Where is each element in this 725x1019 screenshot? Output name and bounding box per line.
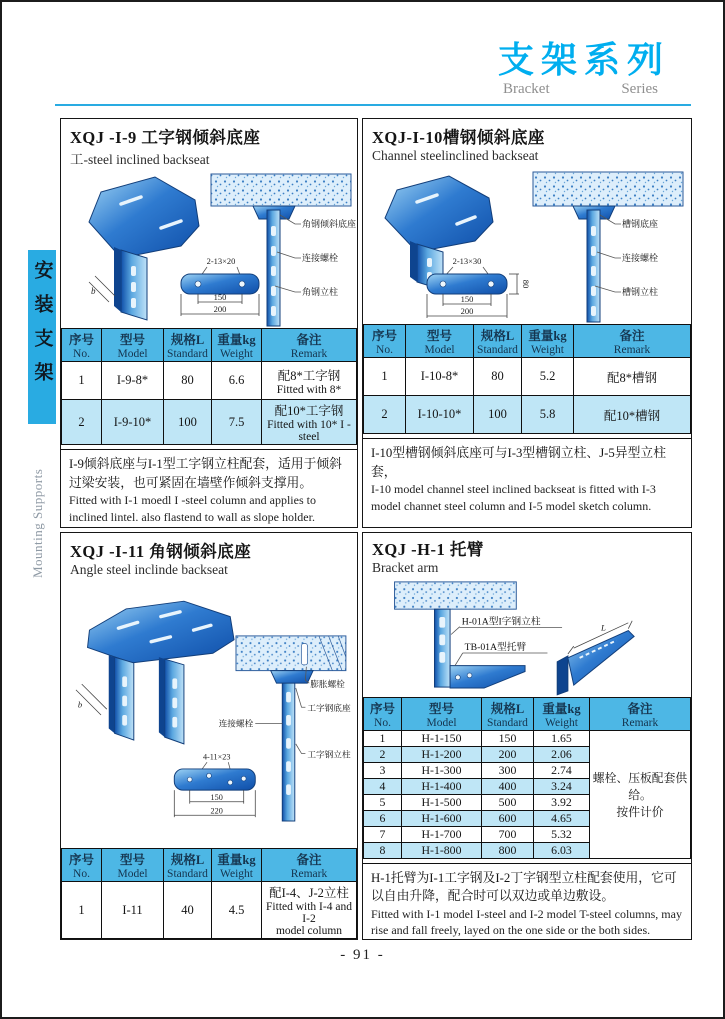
label-connecting-bolt: 连接螺栓 bbox=[218, 718, 254, 729]
cell-remark: 配I-4、J-2立柱 Fitted with I-4 and I-2 model column bbox=[262, 882, 357, 939]
iso-arm bbox=[557, 621, 634, 695]
cell-standard: 200 bbox=[482, 746, 534, 762]
dim-bolt-holes: 2-13×20 bbox=[206, 256, 236, 266]
cell-no: 5 bbox=[364, 794, 402, 810]
mounted-assembly bbox=[533, 172, 683, 322]
table-header-row bbox=[62, 329, 357, 362]
dim-outer: 220 bbox=[210, 806, 223, 816]
col-standard: 规格L Standard bbox=[482, 697, 534, 730]
spec-table-h1 bbox=[363, 697, 691, 859]
col-no: 序号 No. bbox=[62, 849, 102, 882]
note-cn: I-9倾斜底座与I-1型工字钢立柱配套，适用于倾斜过梁安装，也可紧固在墙壁作倾斜支撑用。 bbox=[69, 457, 342, 490]
cell-standard: 80 bbox=[164, 362, 212, 400]
label-connecting-bolt: 连接螺栓 bbox=[622, 253, 659, 263]
section-title-en: 工-steel inclined backseat bbox=[70, 152, 210, 167]
cell-model: H-1-300 bbox=[402, 762, 482, 778]
cell-no: 2 bbox=[364, 746, 402, 762]
cell-standard: 40 bbox=[164, 882, 212, 939]
table-header-row bbox=[62, 849, 357, 882]
cell-model: I-10-10* bbox=[406, 396, 474, 434]
table-row bbox=[62, 400, 357, 445]
section-title-cn: XQJ -H-1 托臂 bbox=[372, 540, 484, 559]
iso-bracket bbox=[89, 177, 199, 320]
label-expansion-bolt: 膨胀螺栓 bbox=[310, 679, 345, 690]
content-grid bbox=[60, 118, 692, 940]
section-xqj-i-10 bbox=[362, 118, 692, 528]
cell-weight: 7.5 bbox=[212, 400, 262, 445]
label-column: 槽钢立柱 bbox=[622, 287, 659, 297]
col-model: 型号 Model bbox=[102, 329, 164, 362]
cell-model: H-1-700 bbox=[402, 826, 482, 842]
cell-remark: 配8*槽钢 bbox=[574, 358, 691, 396]
cell-model: H-1-200 bbox=[402, 746, 482, 762]
page-title: 支架系列 bbox=[497, 39, 670, 80]
col-standard: 规格L Standard bbox=[164, 849, 212, 882]
note-cn: I-10型槽钢倾斜底座可与I-3型槽钢立柱、J-5异型立柱套， bbox=[371, 446, 667, 479]
table-row bbox=[62, 882, 357, 939]
spec-table-i11 bbox=[61, 848, 357, 939]
label-backseat: 工字钢底座 bbox=[307, 703, 351, 714]
col-remark: 备注 Remark bbox=[262, 329, 357, 362]
col-weight: 重量kg Weight bbox=[534, 697, 590, 730]
cell-weight: 3.24 bbox=[534, 778, 590, 794]
note-en: I-10 model channel steel inclined backseat is fitted with I-3 model channet steel column and I-5 model sketch column. bbox=[371, 482, 656, 513]
cell-standard: 100 bbox=[474, 396, 522, 434]
cell-weight: 5.32 bbox=[534, 826, 590, 842]
label-column: 角钢立柱 bbox=[302, 287, 339, 297]
cell-weight: 6.6 bbox=[212, 362, 262, 400]
cell-model: H-1-600 bbox=[402, 810, 482, 826]
cell-weight: 5.8 bbox=[522, 396, 574, 434]
subtitle-bracket: Bracket bbox=[502, 81, 550, 97]
cell-no: 4 bbox=[364, 778, 402, 794]
section-title-cn: XQJ -I-11 角钢倾斜底座 bbox=[70, 542, 252, 561]
cell-weight: 3.92 bbox=[534, 794, 590, 810]
cell-standard: 600 bbox=[482, 810, 534, 826]
cell-weight: 4.5 bbox=[212, 882, 262, 939]
section-title-en: Angle steel inclinde backseat bbox=[70, 562, 228, 577]
cell-weight: 5.2 bbox=[522, 358, 574, 396]
iso-bracket bbox=[76, 601, 234, 744]
dim-inner: 150 bbox=[210, 792, 223, 802]
spec-table-i10 bbox=[363, 324, 691, 434]
cell-weight: 2.06 bbox=[534, 746, 590, 762]
dim-outer: 200 bbox=[460, 306, 474, 316]
cell-standard: 150 bbox=[482, 730, 534, 746]
cell-no: 2 bbox=[62, 400, 102, 445]
cell-remark-merged: 螺栓、压板配套供给。 按件计价 bbox=[590, 730, 691, 858]
cell-model: H-1-400 bbox=[402, 778, 482, 794]
sidebar-tab bbox=[28, 250, 56, 424]
note-en: Fitted with I-1 moedl I -steel column and applies to inclined lintel. also flastend to wall as slope holder. bbox=[69, 493, 316, 524]
header-divider bbox=[55, 104, 691, 106]
dim-outer: 200 bbox=[213, 304, 227, 314]
subtitle-series: Series bbox=[621, 81, 658, 97]
cell-no: 1 bbox=[62, 882, 102, 939]
table-row bbox=[364, 358, 691, 396]
cell-model: H-1-800 bbox=[402, 842, 482, 858]
col-model: 型号 Model bbox=[102, 849, 164, 882]
page-number: - 91 - bbox=[340, 947, 385, 963]
section-note bbox=[363, 438, 691, 527]
dim-bolt-holes: 4-11×23 bbox=[202, 752, 231, 762]
mounted-assembly bbox=[395, 582, 563, 688]
label-arm: TB-01A型托臂 bbox=[464, 642, 527, 654]
label-column: H-01A型I字钢立柱 bbox=[461, 616, 541, 628]
cell-model: I-9-10* bbox=[102, 400, 164, 445]
cell-no: 1 bbox=[364, 730, 402, 746]
spec-table-i9 bbox=[61, 328, 357, 445]
cell-model: I-11 bbox=[102, 882, 164, 939]
col-no: 序号 No. bbox=[364, 697, 402, 730]
table-row bbox=[62, 362, 357, 400]
label-backseat: 槽钢底座 bbox=[622, 219, 659, 229]
section-note bbox=[61, 449, 357, 527]
col-standard: 规格L Standard bbox=[164, 329, 212, 362]
dim-inner: 150 bbox=[213, 292, 227, 302]
mounted-assembly bbox=[211, 174, 356, 326]
dim-b: b bbox=[91, 286, 96, 296]
cell-remark: 配10*工字钢 Fitted with 10* I -steel bbox=[262, 400, 357, 445]
dim-inner: 150 bbox=[460, 294, 474, 304]
cell-model: I-9-8* bbox=[102, 362, 164, 400]
cell-standard: 500 bbox=[482, 794, 534, 810]
cell-model: H-1-150 bbox=[402, 730, 482, 746]
table-header-row bbox=[364, 697, 691, 730]
label-column: 工字钢立柱 bbox=[307, 749, 351, 760]
diagram-i10 bbox=[363, 166, 691, 324]
col-weight: 重量kg Weight bbox=[212, 849, 262, 882]
dim-height: 80 bbox=[521, 279, 531, 289]
section-xqj-i-9 bbox=[60, 118, 358, 528]
cell-standard: 700 bbox=[482, 826, 534, 842]
sidebar-label-cn: 安装支架 bbox=[31, 260, 53, 396]
section-title-cn: XQJ-I-10槽钢倾斜底座 bbox=[372, 128, 545, 147]
col-remark: 备注 Remark bbox=[262, 849, 357, 882]
section-title bbox=[363, 119, 691, 164]
cell-weight: 2.74 bbox=[534, 762, 590, 778]
cross-section bbox=[174, 752, 255, 817]
table-row bbox=[364, 730, 691, 746]
section-xqj-h-1 bbox=[362, 532, 692, 940]
col-weight: 重量kg Weight bbox=[522, 325, 574, 358]
cross-section bbox=[181, 256, 259, 316]
label-connecting-bolt: 连接螺栓 bbox=[302, 253, 339, 263]
cell-no: 8 bbox=[364, 842, 402, 858]
cell-no: 1 bbox=[62, 362, 102, 400]
page-subtitle bbox=[498, 81, 663, 98]
diagram-i11 bbox=[61, 580, 357, 848]
col-model: 型号 Model bbox=[406, 325, 474, 358]
col-model: 型号 Model bbox=[402, 697, 482, 730]
col-no: 序号 No. bbox=[62, 329, 102, 362]
dim-b: b bbox=[77, 699, 83, 710]
page-header bbox=[497, 39, 670, 98]
cell-standard: 400 bbox=[482, 778, 534, 794]
mounted-assembly bbox=[219, 636, 351, 821]
section-title bbox=[61, 119, 357, 168]
cell-standard: 300 bbox=[482, 762, 534, 778]
table-row bbox=[364, 396, 691, 434]
section-title bbox=[61, 533, 357, 578]
col-remark: 备注 Remark bbox=[574, 325, 691, 358]
dim-bolt-holes: 2-13×30 bbox=[452, 256, 482, 266]
col-weight: 重量kg Weight bbox=[212, 329, 262, 362]
diagram-h1 bbox=[363, 578, 691, 697]
section-note bbox=[363, 863, 691, 939]
cell-model: H-1-500 bbox=[402, 794, 482, 810]
cell-weight: 4.65 bbox=[534, 810, 590, 826]
col-no: 序号 No. bbox=[364, 325, 406, 358]
section-title-cn: XQJ -I-9 工字钢倾斜底座 bbox=[70, 128, 261, 147]
section-xqj-i-11 bbox=[60, 532, 358, 940]
cell-no: 1 bbox=[364, 358, 406, 396]
cell-weight: 1.65 bbox=[534, 730, 590, 746]
cell-no: 7 bbox=[364, 826, 402, 842]
col-remark: 备注 Remark bbox=[590, 697, 691, 730]
cell-model: I-10-8* bbox=[406, 358, 474, 396]
cell-no: 3 bbox=[364, 762, 402, 778]
cell-no: 6 bbox=[364, 810, 402, 826]
label-backseat: 角钢倾斜底座 bbox=[302, 219, 357, 229]
cell-remark: 配10*槽钢 bbox=[574, 396, 691, 434]
note-cn: H-1托臂为I-1工字钢及I-2丁字钢型立柱配套使用，它可以自由升降，配合时可以双边或单边敷设。 bbox=[371, 870, 677, 904]
cell-standard: 800 bbox=[482, 842, 534, 858]
cell-no: 2 bbox=[364, 396, 406, 434]
iso-bracket bbox=[385, 176, 493, 290]
cell-standard: 80 bbox=[474, 358, 522, 396]
cell-standard: 100 bbox=[164, 400, 212, 445]
diagram-i9 bbox=[61, 170, 357, 328]
section-title-en: Channel steelinclined backseat bbox=[372, 148, 539, 163]
table-header-row bbox=[364, 325, 691, 358]
dim-length: L bbox=[601, 622, 606, 633]
section-title bbox=[363, 533, 691, 576]
sidebar-label-en: Mounting Supports bbox=[30, 468, 45, 578]
col-standard: 规格L Standard bbox=[474, 325, 522, 358]
note-en: Fitted with I-1 model I-steel and I-2 model T-steel columns, may rise and fall freely, layed on the one side or the both sides. bbox=[371, 906, 682, 938]
cell-weight: 6.03 bbox=[534, 842, 590, 858]
cell-remark: 配8*工字钢 Fitted with 8* bbox=[262, 362, 357, 400]
section-title-en: Bracket arm bbox=[372, 560, 439, 575]
